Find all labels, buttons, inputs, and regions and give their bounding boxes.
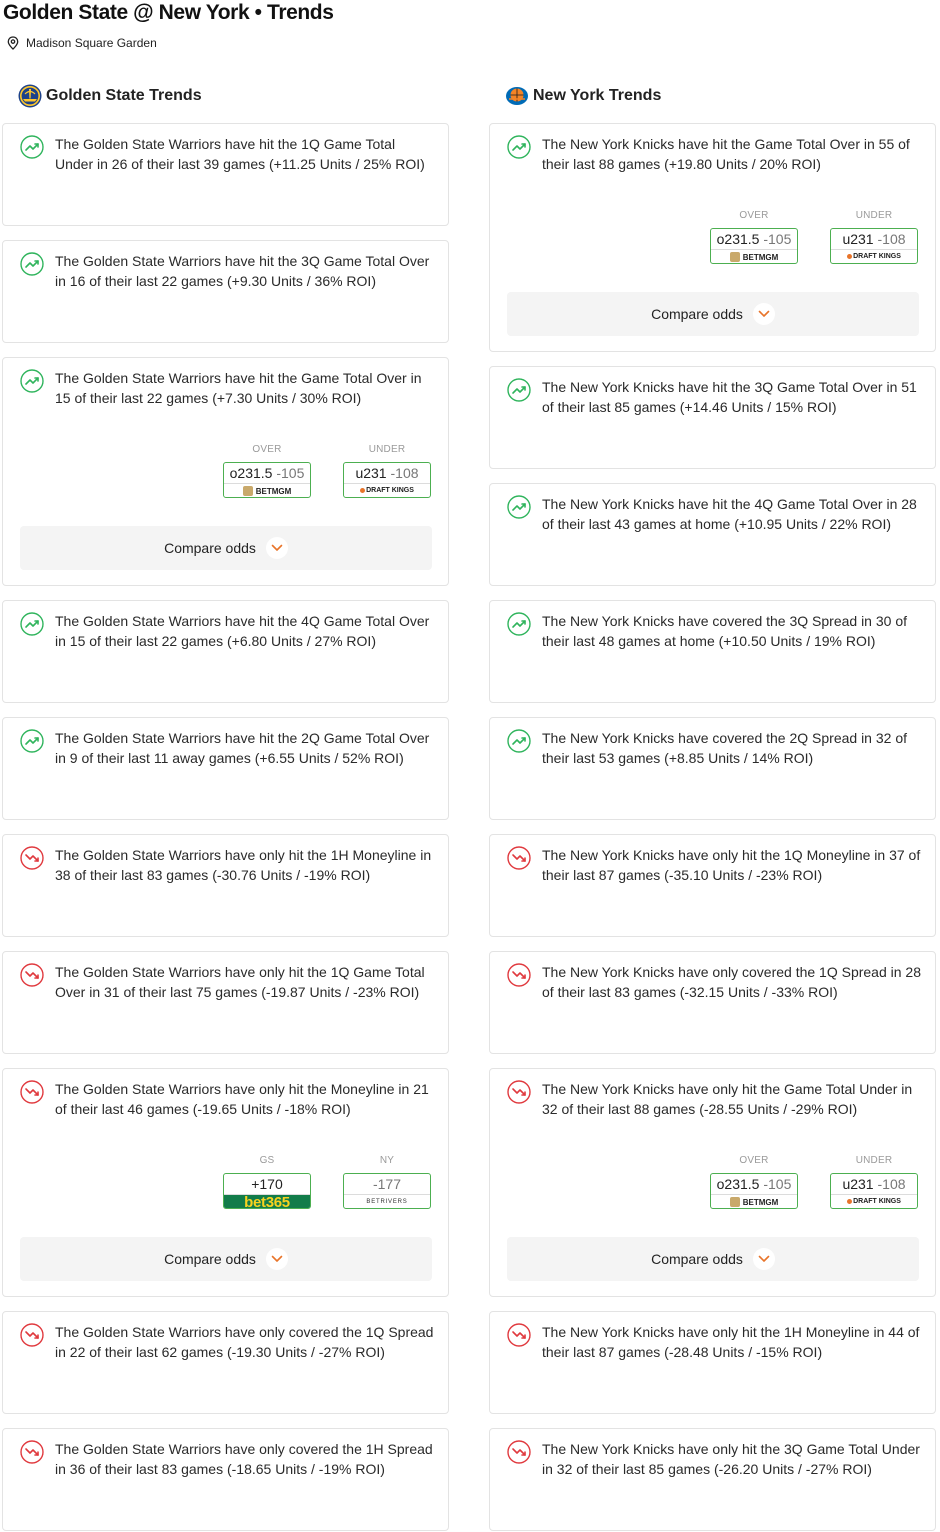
trend-card [489,1068,936,1297]
sportsbook-logo: DRAFT KINGS [847,1198,901,1206]
odds-under-draftkings[interactable] [343,462,431,498]
trend-card [489,1311,936,1414]
trend-card [2,123,449,226]
odds-label-under: UNDER [855,210,893,221]
trend-card [2,240,449,343]
location-pin-icon [7,36,19,50]
trend-up-icon [20,369,44,393]
trend-text: The New York Knicks have only hit the 1Q Moneyline in 37 of their last 87 games (-35.10 Units / -23% ROI) [542,847,921,883]
odds-line: u231 [355,465,387,481]
odds-label-over: OVER [739,1155,769,1166]
chevron-down-icon [266,1248,288,1270]
venue [7,35,157,51]
odds-price: -108 [390,465,419,481]
trend-card [489,717,936,820]
team-header [18,84,202,108]
odds-over-betmgm[interactable] [223,462,311,498]
trend-text: The Golden State Warriors have hit the 1Q Game Total Under in 26 of their last 39 games (+11.25 Units / 25% ROI) [55,136,425,172]
trend-card [489,483,936,586]
trend-card [489,123,936,352]
compare-odds-label: Compare odds [164,1251,256,1267]
trend-card [2,951,449,1054]
venue-name: Madison Square Garden [26,36,157,50]
trend-card [2,357,449,586]
trend-down-icon [507,963,531,987]
trend-text: The New York Knicks have covered the 3Q Spread in 30 of their last 48 games at home (+10.50 Units / 19% ROI) [542,613,907,649]
trend-text: The New York Knicks have hit the 4Q Game Total Over in 28 of their last 43 games at home (+10.95 Units / 22% ROI) [542,496,917,532]
trend-text: The New York Knicks have only hit the 3Q Game Total Under in 32 of their last 85 games (-26.20 Units / -27% ROI) [542,1441,920,1477]
trend-down-icon [20,963,44,987]
odds-label-under: UNDER [368,444,406,455]
trend-up-icon [507,495,531,519]
trend-down-icon [507,1080,531,1104]
odds-ny-betrivers[interactable] [343,1173,431,1209]
team-header-label: New York Trends [533,87,662,104]
compare-odds-label: Compare odds [651,306,743,322]
betmgm-lion-icon [730,1197,740,1207]
trend-card [2,1311,449,1414]
trend-up-icon [20,729,44,753]
trend-up-icon [20,612,44,636]
odds-label-over: OVER [252,444,282,455]
compare-odds-button[interactable] [20,526,432,570]
trend-text: The Golden State Warriors have only hit the 1Q Game Total Over in 31 of their last 75 games (-19.87 Units / -23% ROI) [55,964,425,1000]
trend-text: The Golden State Warriors have only covered the 1Q Spread in 22 of their last 62 games (-19.30 Units / -27% ROI) [55,1324,434,1360]
trend-card [489,366,936,469]
sportsbook-logo: BETMGM [742,252,779,262]
sportsbook-logo: BETMGM [255,486,292,496]
trend-text: The Golden State Warriors have only covered the 1H Spread in 36 of their last 83 games (-18.65 Units / -19% ROI) [55,1441,433,1477]
trend-card [2,1068,449,1297]
odds-under-draftkings[interactable] [830,228,918,264]
odds-gs-bet365[interactable] [223,1173,311,1209]
odds-line: u231 [842,1176,874,1192]
betmgm-lion-icon [730,252,740,262]
trend-down-icon [20,1440,44,1464]
compare-odds-button[interactable] [507,1237,919,1281]
trend-down-icon [20,1080,44,1104]
trend-card [489,600,936,703]
odds-line: o231.5 [716,1176,760,1192]
trend-text: The Golden State Warriors have hit the 2Q Game Total Over in 9 of their last 11 away games (+6.55 Units / 52% ROI) [55,730,430,766]
trend-down-icon [507,1440,531,1464]
chevron-down-icon [753,303,775,325]
odds-line: -177 [372,1176,402,1192]
trend-text: The Golden State Warriors have hit the 4Q Game Total Over in 15 of their last 22 games (+6.80 Units / 27% ROI) [55,613,430,649]
odds-label-ny: NY [379,1155,395,1166]
odds-price: -105 [276,465,305,481]
sportsbook-logo: bet365 [224,1195,310,1210]
trend-up-icon [507,729,531,753]
trend-up-icon [507,378,531,402]
odds-label-over: OVER [739,210,769,221]
compare-odds-button[interactable] [507,292,919,336]
trend-down-icon [20,846,44,870]
trend-card [489,1428,936,1531]
trend-text: The Golden State Warriors have hit the 3Q Game Total Over in 16 of their last 22 games (+9.30 Units / 36% ROI) [55,253,430,289]
page-title: Golden State @ New York • Trends [3,1,334,24]
odds-price: -105 [763,1176,792,1192]
trend-card [2,600,449,703]
chevron-down-icon [266,537,288,559]
trend-card [2,1428,449,1531]
trend-text: The New York Knicks have covered the 2Q Spread in 32 of their last 53 games (+8.85 Units / 14% ROI) [542,730,907,766]
odds-over-betmgm[interactable] [710,1173,798,1209]
compare-odds-label: Compare odds [164,540,256,556]
compare-odds-label: Compare odds [651,1251,743,1267]
team-header-label: Golden State Trends [46,87,202,104]
odds-line: o231.5 [716,231,760,247]
odds-price: -108 [877,231,906,247]
trend-text: The Golden State Warriors have only hit the Moneyline in 21 of their last 46 games (-19.65 Units / -18% ROI) [55,1081,429,1117]
sportsbook-logo: DRAFT KINGS [847,253,901,261]
trend-text: The New York Knicks have only hit the 1H Moneyline in 44 of their last 87 games (-28.48 Units / -15% ROI) [542,1324,920,1360]
team-header [505,84,661,108]
sportsbook-logo: DRAFT KINGS [360,487,414,495]
trend-text: The Golden State Warriors have only hit the 1H Moneyline in 38 of their last 83 games (-30.76 Units / -19% ROI) [55,847,432,883]
trend-text: The Golden State Warriors have hit the Game Total Over in 15 of their last 22 games (+7.30 Units / 30% ROI) [55,370,422,406]
trend-card [2,717,449,820]
compare-odds-button[interactable] [20,1237,432,1281]
trend-text: The New York Knicks have hit the 3Q Game Total Over in 51 of their last 85 games (+14.46 Units / 15% ROI) [542,379,917,415]
odds-over-betmgm[interactable] [710,228,798,264]
trend-text: The New York Knicks have only covered the 1Q Spread in 28 of their last 83 games (-32.15 Units / -33% ROI) [542,964,921,1000]
odds-line: +170 [251,1176,283,1192]
trend-text: The New York Knicks have only hit the Game Total Under in 32 of their last 88 games (-28.55 Units / -29% ROI) [542,1081,913,1117]
odds-label-gs: GS [259,1155,275,1166]
trend-card [2,834,449,937]
trend-down-icon [507,846,531,870]
odds-label-under: UNDER [855,1155,893,1166]
trend-up-icon [20,135,44,159]
odds-price: -108 [877,1176,906,1192]
odds-under-draftkings[interactable] [830,1173,918,1209]
sportsbook-logo: BETMGM [742,1197,779,1207]
odds-line: u231 [842,231,874,247]
trend-up-icon [507,135,531,159]
knicks-logo-icon [505,84,529,108]
warriors-logo-icon [18,84,42,108]
trend-text: The New York Knicks have hit the Game Total Over in 55 of their last 88 games (+19.80 Units / 20% ROI) [542,136,910,172]
sportsbook-logo: BETRIVERS [366,1199,408,1205]
odds-line: o231.5 [229,465,273,481]
trend-down-icon [507,1323,531,1347]
betmgm-lion-icon [243,486,253,496]
odds-price: -105 [763,231,792,247]
trend-down-icon [20,1323,44,1347]
trend-up-icon [20,252,44,276]
trend-card [489,834,936,937]
trend-card [489,951,936,1054]
trend-up-icon [507,612,531,636]
chevron-down-icon [753,1248,775,1270]
